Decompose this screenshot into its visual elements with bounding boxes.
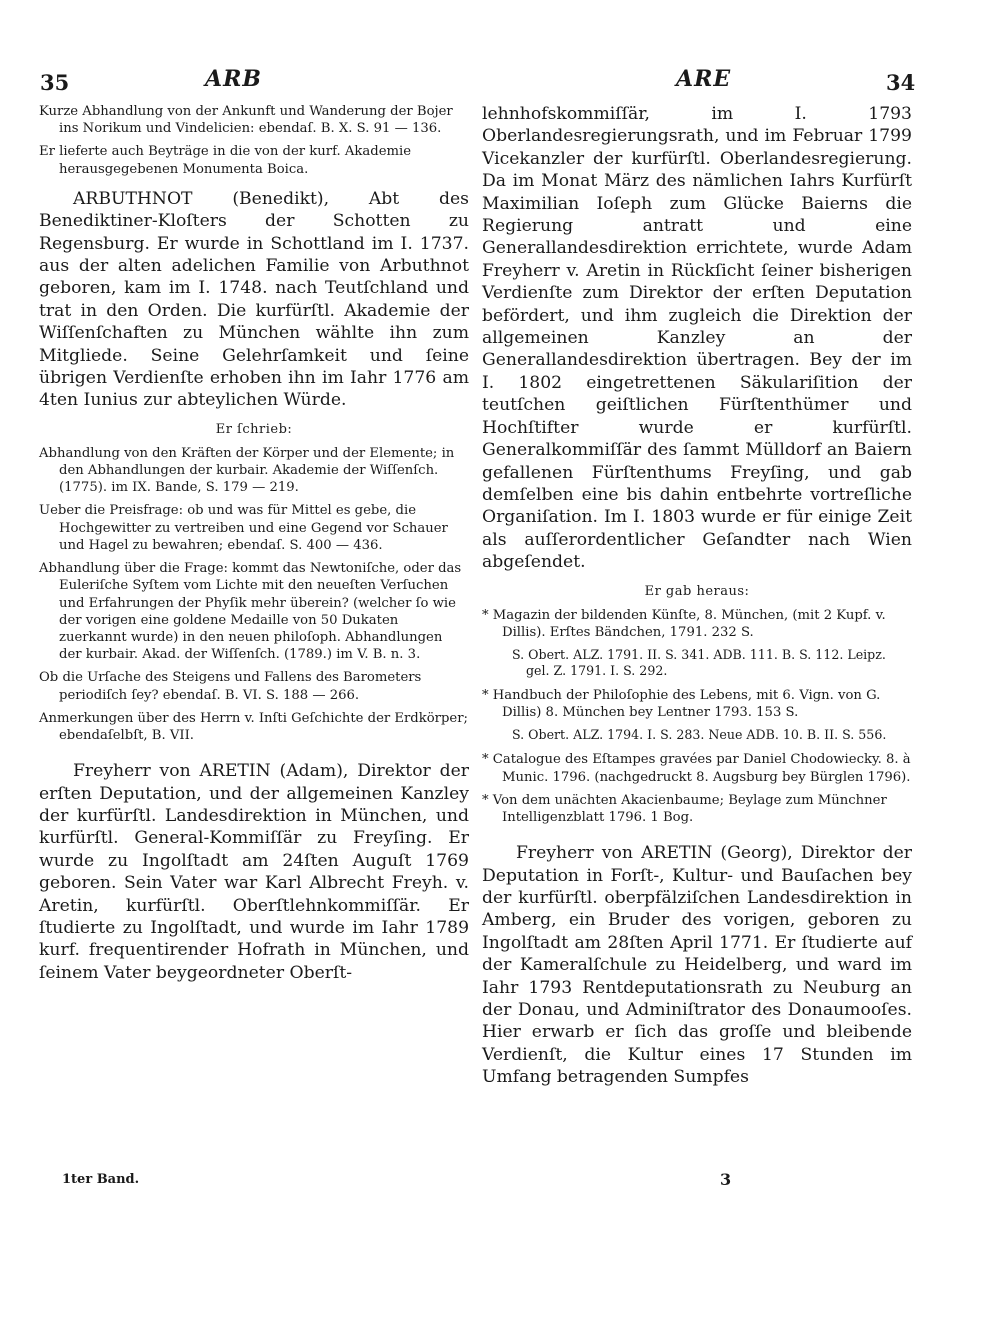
aretin-adam-entry: Freyherr von ARETIN (Adam), Direktor der erſten Deputation, und der allgemeinen Kanzley der kurfürſtl. Landesdirektion in München, und kurfürſtl. General-Kommiſſär zu Freyſing. Er wurde zu Ingolſtadt am 24ſten Auguſt 1769 geboren. Sein Vater war Karl Albrecht Freyh. v. Aretin, kurfürſtl. Oberſtlehnkommiſſär. Er ſtudierte zu Ingolſtadt, und wurde im Iahr 1789 kurf. frequentirender Hofrath in München, und ſeinem Vater beygeordneter Oberſt- — [39, 761, 469, 983]
left-column — [39, 103, 469, 984]
signature-right: 3 — [720, 1170, 732, 1189]
left-work-2: Ueber die Preisfrage: ob und was für Mittel es gebe, die Hochgewitter zu vertreiben und eine Gegend vor Schauer und Hagel zu bewahren; ebendaſ. S. 400 — 436. — [39, 503, 448, 553]
arbuthnot-entry: ARBUTHNOT (Benedikt), Abt des Benediktiner-Kloſters der Schotten zu Regensburg. Er wurde in Schottland im I. 1737. aus der alten adelichen Familie von Arbuthnot geboren, kam im I. 1748. nach Teutſchland und trat in den Orden. Die kurfürſtl. Akademie der Wiſſenſchaften zu München wählte ihn zum Mitgliede. Seine Gelehrſamkeit und ſeine übrigen Verdienſte erhoben ihn im Iahr 1776 am 4ten Iunius zur abteylichen Würde. — [39, 188, 469, 411]
er-gab-heraus-heading: Er gab heraus: — [644, 583, 750, 599]
aretin-georg-entry: Freyherr von ARETIN (Georg), Direktor der Deputation in Forſt-, Kultur- und Bauſachen bey der kurfürſtl. oberpfälziſchen Landesdirektion in Amberg, ein Bruder des vorigen, geboren zu Ingolſtadt am 28ſten April 1771. Er ſtudierte auf der Kameralſchule zu Heidelberg, und ward im Iahr 1793 Rentdeputationsrath zu Neuburg an der Donau, und Adminiſtrator des Donaumooſes. Hier erwarb er ſich das groſſe und bleibende Verdienſt, die Kultur eines 17 Stunden im Umfang betragenden Sumpfes — [482, 843, 912, 1088]
aretin-adam-continuation: lehnhofskommiſſär, im I. 1793 Oberlandesregierungsrath, und im Februar 1799 Vicekanzler der kurfürſtl. Oberlandesregierung. Da im Monat März des nämlichen Iahrs Kurfürſt Maximilian Ioſeph zum Glücke Baierns die Regierung antratt und eine Generallandesdirektion errichtete, wurde Adam Freyherr v. Aretin in Rückſicht ſeiner bisherigen Verdienſte zum Direktor der erſten Deputation befördert, und ihm zugleich die Direktion der allgemeinen Kanzley an der Generallandesdirektion übertragen. Bey der im I. 1802 eingetrettenen Säkulariſition der teutſchen geiſtlichen Fürſtenthümer und Hochſtifter wurde er kurfürſtl. Generalkommiſſär des ſammt Mülldorf an Baiern gefallenen Fürſtenthums Freyſing, und gab demſelben eine bis dahin entbehrte vortreſliche Organiſation. Im I. 1803 wurde er für einige Zeit als auſſerordentlicher Geſandter nach Wien abgeſendet. — [482, 104, 912, 573]
right-work-2: * Handbuch der Philoſophie des Lebens, mit 6. Vign. von G. Dillis) 8. München bey Lentner 1793. 153 S. — [482, 687, 881, 721]
left-entry-2: Er lieferte auch Beyträge in die von der kurf. Akademie herausgegebenen Monumenta Boica. — [39, 144, 412, 177]
right-work-2-ref: S. Obert. ALZ. 1794. I. S. 283. Neue ADB. 10. B. II. S. 556. — [512, 727, 887, 743]
right-work-4: * Von dem unächten Akacienbaume; Beylage zum Münchner Intelligenzblatt 1796. 1 Bog. — [482, 792, 887, 825]
left-work-4: Ob die Urſache des Steigens und Fallens des Barometers periodiſch ſey? ebendaſ. B. VI. S. 188 — 266. — [39, 670, 422, 703]
left-work-3: Abhandlung über die Frage: kommt das Newtoniſche, oder das Euleriſche Syſtem vom Lichte mit den neueſten Verſuchen und Erfahrungen der Phyſik mehr überein? (welcher ſo wie der vorigen eine goldene Medaille von 50 Dukaten zuerkannt wurde) in den neuen philoſoph. Abhandlungen der kurbair. Akad. der Wiſſenſch. (1789.) im V. B. n. 3. — [39, 561, 462, 663]
left-running-head: ARB — [205, 66, 262, 92]
left-entry-1: Kurze Abhandlung von der Ankunft und Wanderung der Bojer ins Norikum und Vindelicien: ebendaſ. B. X. S. 91 — 136. — [39, 104, 453, 137]
right-work-1: * Magazin der bildenden Künſte, 8. München, (mit 2 Kupf. v. Dillis). Erſtes Bändchen, 1791. 232 S. — [482, 607, 886, 640]
right-running-head: ARE — [676, 66, 732, 92]
left-work-1: Abhandlung von den Kräften der Körper und der Elemente; in den Abhandlungen der kurbair. Akademie der Wiſſenſch. (1775). im IX. Bande, S. 179 — 219. — [39, 445, 455, 496]
right-column — [482, 103, 912, 1089]
left-page-number: 35 — [40, 70, 70, 95]
left-work-5: Anmerkungen über des Herrn v. Inſti Geſchichte der Erdkörper; ebendaſelbſt, B. VII. — [39, 710, 468, 743]
right-work-3: * Catalogue des Eſtampes gravées par Daniel Chodowiecky. 8. à Munic. 1796. (nachgedruckt 8. Augsburg bey Bürglen 1796). — [482, 752, 911, 785]
right-page-number: 34 — [886, 70, 916, 95]
signature-left: 1ter Band. — [62, 1172, 140, 1187]
er-schrieb-heading: Er ſchrieb: — [215, 421, 293, 437]
right-work-1-ref: S. Obert. ALZ. 1791. II. S. 341. ADB. 111. B. S. 112. Leipz. gel. Z. 1791. I. S. 292. — [512, 646, 886, 678]
